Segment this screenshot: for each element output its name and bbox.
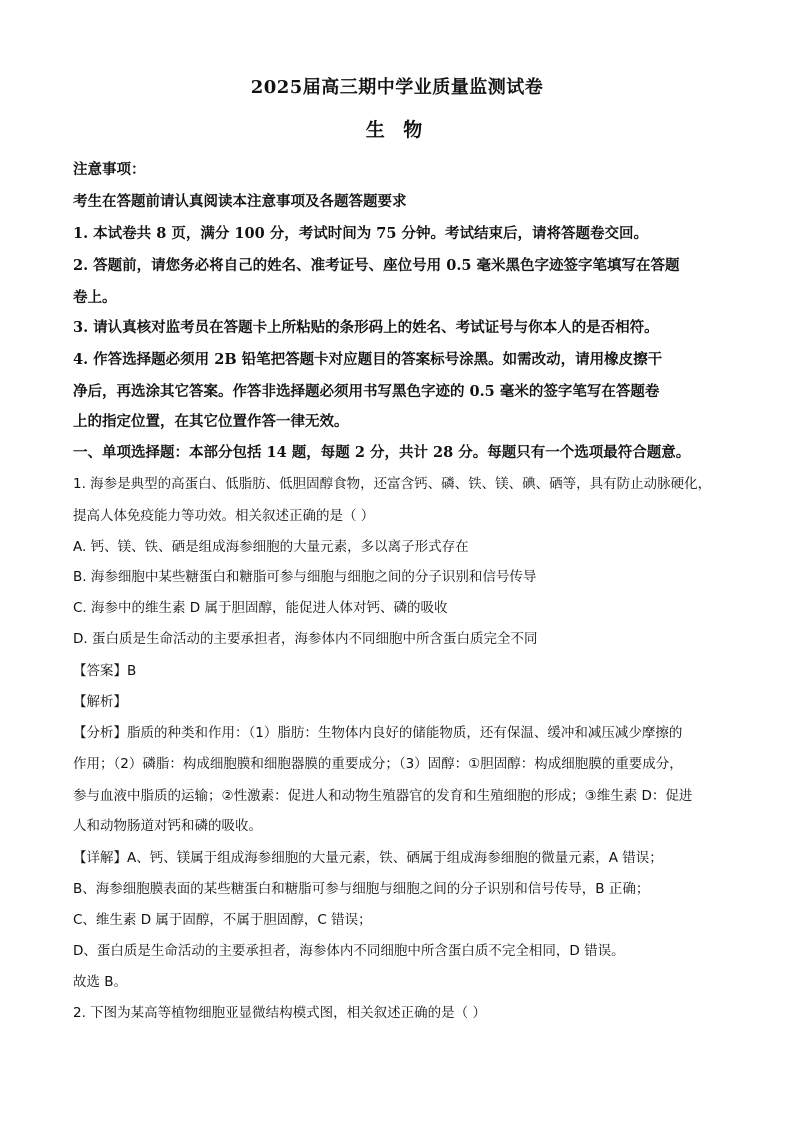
notice-heading: 注意事项： [73, 161, 146, 178]
analysis-line: 参与血液中脂质的运输；②性激素：促进人和动物生殖器官的发育和生殖细胞的形成；③维生素 D：促进 [73, 788, 693, 804]
option-d: D. 蛋白质是生命活动的主要承担者，海参体内不同细胞中所含蛋白质完全不同 [73, 631, 538, 647]
notice-line: 考生在答题前请认真阅读本注意事项及各题答题要求 [73, 193, 407, 210]
question-stem: 1. 海参是典型的高蛋白、低脂肪、低胆固醇食物，还富含钙、磷、铁、镁、碘、硒等，具有防止动脉硬化， [73, 476, 712, 492]
subject-title: 生 物 [365, 119, 429, 141]
analysis-label: 【解析】 [73, 694, 127, 710]
notice-line: 3. 请认真核对监考员在答题卡上所粘贴的条形码上的姓名、考试证号与你本人的是否相符。 [73, 319, 659, 336]
detail-line: 故选 B。 [73, 974, 128, 990]
notice-line: 上的指定位置，在其它位置作答一律无效。 [73, 413, 349, 430]
notice-line: 卷上。 [73, 289, 117, 306]
detail-line: D、蛋白质是生命活动的主要承担者，海参体内不同细胞中所含蛋白质不完全相同，D 错误。 [73, 943, 625, 959]
notice-line: 净后，再选涂其它答案。作答非选择题必须用书写黑色字迹的 0.5 毫米的签字笔写在答题卷 [73, 383, 660, 400]
answer: 【答案】B [73, 663, 137, 679]
option-a: A. 钙、镁、铁、硒是组成海参细胞的大量元素，多以离子形式存在 [73, 539, 469, 555]
notice-line: 1. 本试卷共 8 页，满分 100 分，考试时间为 75 分钟。考试结束后，请将答题卷交回。 [73, 225, 649, 242]
question-stem: 2. 下图为某高等植物细胞亚显微结构模式图，相关叙述正确的是（ ） [73, 1005, 486, 1021]
option-b: B. 海参细胞中某些糖蛋白和糖脂可参与细胞与细胞之间的分子识别和信号传导 [73, 569, 537, 585]
detail-line: 【详解】A、钙、镁属于组成海参细胞的大量元素，铁、硒属于组成海参细胞的微量元素，A 错误； [73, 850, 663, 866]
analysis-line: 【分析】脂质的种类和作用：（1）脂肪：生物体内良好的储能物质，还有保温、缓冲和减压减少摩擦的 [73, 725, 683, 741]
question-stem: 提高人体免疫能力等功效。相关叙述正确的是（ ） [73, 508, 375, 524]
notice-line: 2. 答题前，请您务必将自己的姓名、准考证号、座位号用 0.5 毫米黑色字迹签字笔填写在答题 [73, 257, 680, 274]
option-c: C. 海参中的维生素 D 属于胆固醇，能促进人体对钙、磷的吸收 [73, 600, 448, 616]
exam-title: 2025届高三期中学业质量监测试卷 [250, 77, 544, 98]
analysis-line: 人和动物肠道对钙和磷的吸收。 [73, 818, 262, 834]
detail-line: C、维生素 D 属于固醇，不属于胆固醇，C 错误； [73, 912, 372, 928]
section-heading: 一、单项选择题：本部分包括 14 题，每题 2 分，共计 28 分。每题只有一个选项最符合题意。 [73, 444, 691, 461]
analysis-line: 作用；（2）磷脂：构成细胞膜和细胞器膜的重要成分；（3）固醇：①胆固醇：构成细胞膜的重要成分， [73, 756, 683, 772]
notice-line: 4. 作答选择题必须用 2B 铅笔把答题卡对应题目的答案标号涂黑。如需改动，请用橡皮擦干 [73, 351, 663, 368]
detail-line: B、海参细胞膜表面的某些糖蛋白和糖脂可参与细胞与细胞之间的分子识别和信号传导，B 正确； [73, 881, 650, 897]
